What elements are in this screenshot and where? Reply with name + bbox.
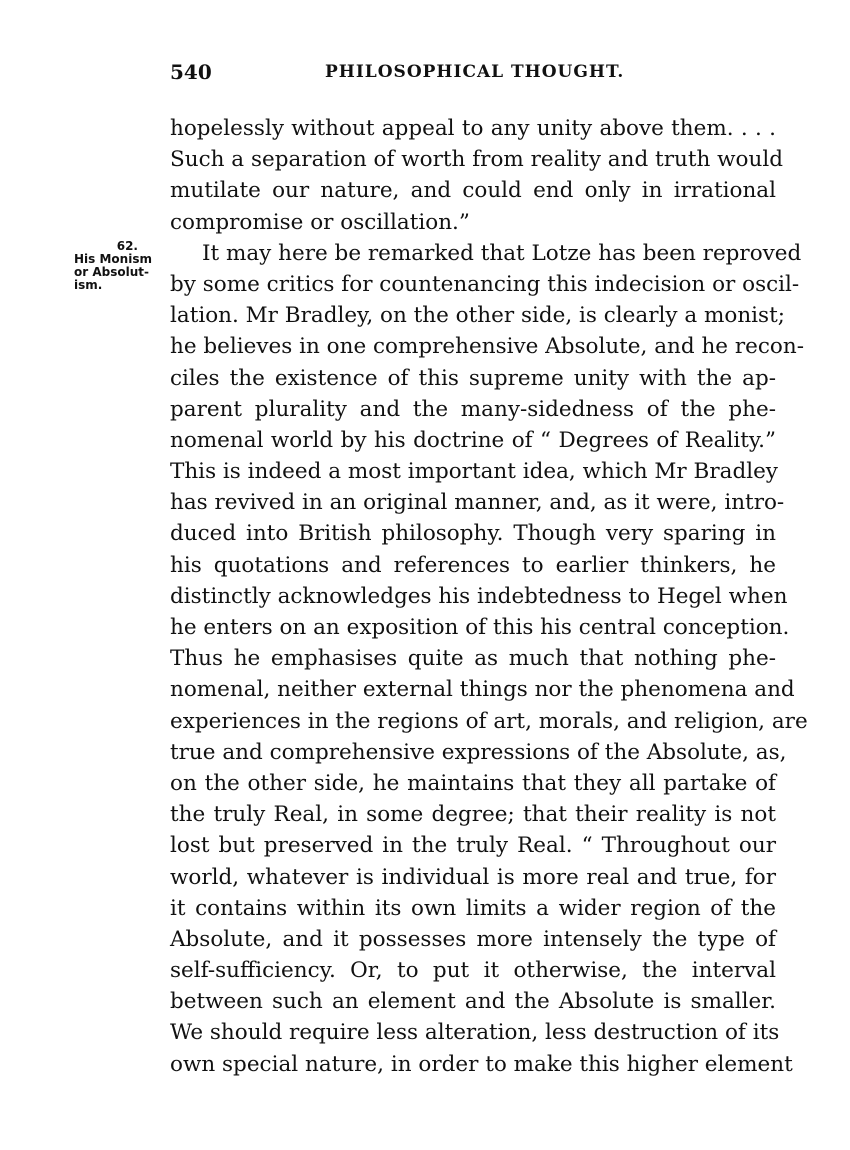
- page-number: 540: [170, 60, 212, 84]
- section-number: 62.: [116, 239, 138, 253]
- text-line: Thus he emphasises quite as much that nothing phe-: [170, 646, 776, 672]
- text-line: This is indeed a most important idea, which Mr Bradley: [170, 459, 778, 485]
- text-line: by some critics for countenancing this indecision or oscil-: [170, 271, 800, 297]
- text-line: parent plurality and the many-sidedness of the phe-: [170, 396, 776, 422]
- text-line: distinctly acknowledges his indebtedness to Hegel when: [170, 583, 788, 609]
- text-line: he believes in one comprehensive Absolute, and he recon-: [170, 334, 804, 360]
- text-line: duced into British philosophy. Though very sparing in: [170, 521, 776, 547]
- page-header: [170, 60, 776, 90]
- text-line: compromise or oscillation.”: [170, 209, 470, 235]
- text-line: mutilate our nature, and could end only in irrational: [170, 178, 776, 204]
- text-line: lost but preserved in the truly Real. “ Throughout our: [170, 833, 776, 859]
- text-line: world, whatever is individual is more real and true, for: [170, 864, 776, 890]
- text-line: self-sufficiency. Or, to put it otherwise, the interval: [170, 958, 776, 984]
- text-line: has revived in an original manner, and, as it were, intro-: [170, 490, 785, 516]
- margin-note-line: His Monism: [74, 252, 152, 266]
- margin-note-line: or Absolut-: [74, 265, 149, 279]
- text-line: true and comprehensive expressions of the Absolute, as,: [170, 739, 787, 765]
- text-line: on the other side, he maintains that they all partake of: [170, 770, 776, 796]
- body-text: [170, 113, 808, 1080]
- running-head: PHILOSOPHICAL THOUGHT.: [325, 62, 625, 82]
- margin-note: [74, 240, 166, 292]
- text-line: nomenal world by his doctrine of “ Degrees of Reality.”: [170, 427, 776, 453]
- text-line: lation. Mr Bradley, on the other side, is clearly a monist;: [170, 303, 785, 329]
- text-line: Absolute, and it possesses more intensely the type of: [170, 926, 776, 952]
- text-line: hopelessly without appeal to any unity above them. . . .: [170, 116, 776, 141]
- margin-note-line: ism.: [74, 278, 103, 292]
- text-line: the truly Real, in some degree; that their reality is not: [170, 802, 776, 828]
- text-line: experiences in the regions of art, morals, and religion, are: [170, 708, 808, 734]
- text-line: it contains within its own limits a wider region of the: [170, 895, 776, 921]
- text-line: between such an element and the Absolute is smaller.: [170, 989, 776, 1015]
- text-line: We should require less alteration, less destruction of its: [170, 1020, 780, 1046]
- text-line: ciles the existence of this supreme unity with the ap-: [170, 365, 776, 391]
- text-line: he enters on an exposition of this his central conception.: [170, 615, 790, 640]
- text-line: It may here be remarked that Lotze has been reproved: [202, 240, 802, 266]
- text-line: his quotations and references to earlier thinkers, he: [170, 552, 776, 578]
- text-line: own special nature, in order to make this higher element: [170, 1051, 793, 1077]
- text-line: Such a separation of worth from reality and truth would: [170, 147, 783, 173]
- text-line: nomenal, neither external things nor the phenomena and: [170, 677, 795, 703]
